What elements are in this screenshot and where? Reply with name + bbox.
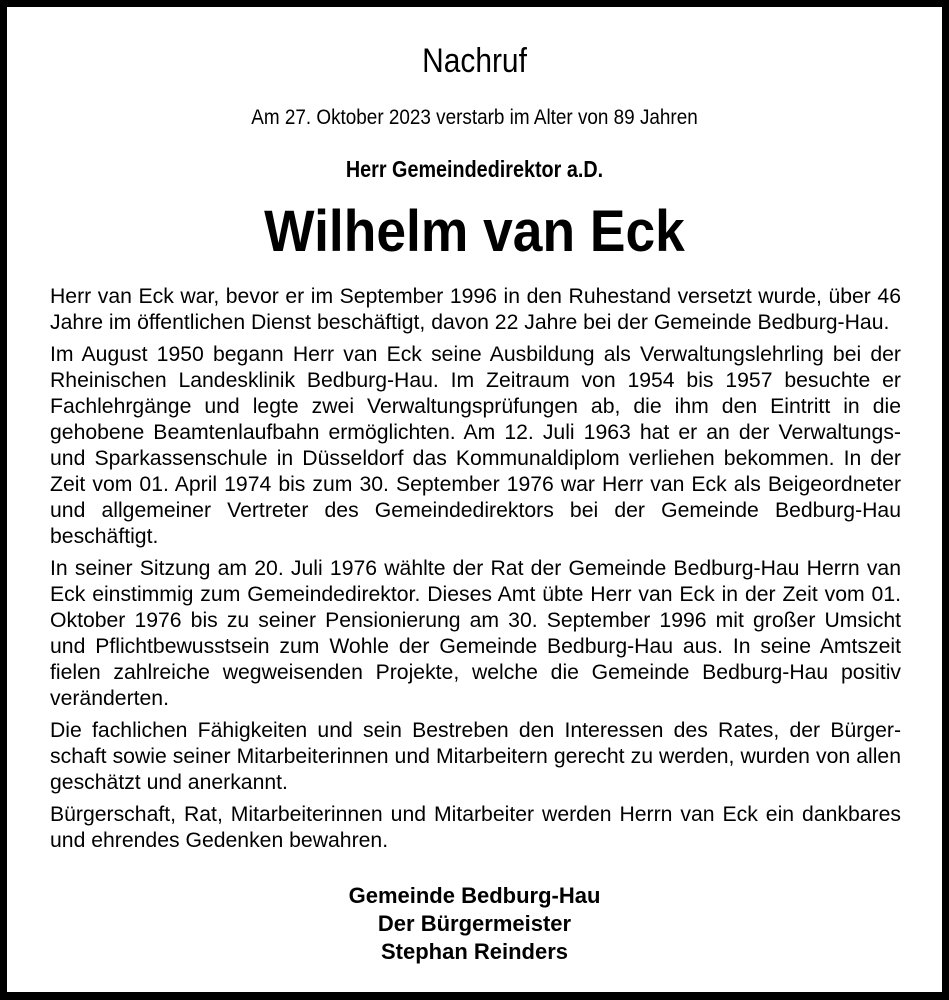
death-date-line: Am 27. Oktober 2023 verstarb im Alter von 89 Jahren bbox=[251, 106, 698, 129]
notice-title: Nachruf bbox=[422, 42, 527, 80]
signature-organization: Gemeinde Bedburg-Hau bbox=[348, 883, 601, 908]
obituary-body bbox=[50, 284, 901, 860]
deceased-name: Wilhelm van Eck bbox=[264, 199, 685, 264]
obituary-notice bbox=[7, 7, 942, 992]
paragraph-career-summary: Herr van Eck war, bevor er im September 1996 in den Ruhestand versetzt wurde, über 46 Jahre im öffentlichen Dienst beschäftigt, davon 22 Jahre bei der Gemeinde Bedburg-Hau. bbox=[50, 285, 901, 334]
signature-block bbox=[7, 882, 942, 966]
paragraph-tenure: In seiner Sitzung am 20. Juli 1976 wählte der Rat der Gemeinde Bedburg-Hau Herrn van Eck einstimmig zum Gemeindedirektor. Dieses Amt übte Herr van Eck in der Zeit vom 01. Oktober 1976 bis zu seiner Pensionierung am 30. September 1996 mit großer Umsicht und Pflichtbewusstsein zum Wohle der Gemeinde Bedburg-Hau aus. In seine Amtszeit fielen zahlreiche wegweisenden Projekte, welche die Gemeinde Bedburg-Hau positiv veränderten. bbox=[50, 557, 901, 710]
signature-person: Stephan Reinders bbox=[380, 939, 569, 964]
paragraph-remembrance: Bürgerschaft, Rat, Mitarbeiterinnen und Mitarbeiter werden Herrn van Eck ein dankbares und ehrendes Gedenken bewahren. bbox=[50, 803, 901, 852]
deceased-rank: Herr Gemeindedirektor a.D. bbox=[345, 156, 604, 182]
signature-role: Der Bürgermeister bbox=[377, 911, 572, 936]
paragraph-appreciation: Die fachlichen Fähigkeiten und sein Bestreben den Interessen des Rates, der Bürgerschaft sowie seiner Mitarbeiterinnen und Mitarbeitern gerecht zu werden, wurden von allen geschätzt und anerkannt. bbox=[50, 719, 901, 794]
paragraph-education: Im August 1950 begann Herr van Eck seine Ausbildung als Verwaltungslehrling bei der Rheinischen Landesklinik Bedburg-Hau. Im Zeitraum von 1954 bis 1957 besuchte er Fachlehrgänge und legte zwei Verwaltungsprüfungen ab, die ihm den Eintritt in die gehobene Beamtenlaufbahn ermöglichten. Am 12. Juli 1963 hat er an der Verwaltungs- und Sparkassenschule in Düsseldorf das Kommunaldiplom verliehen bekommen. In der Zeit vom 01. April 1974 bis zum 30. September 1976 war Herr van Eck als Beigeordneter und allgemeiner Vertreter des Gemeindedirektors bei der Gemeinde Bedburg-Hau beschäftigt. bbox=[50, 343, 901, 548]
